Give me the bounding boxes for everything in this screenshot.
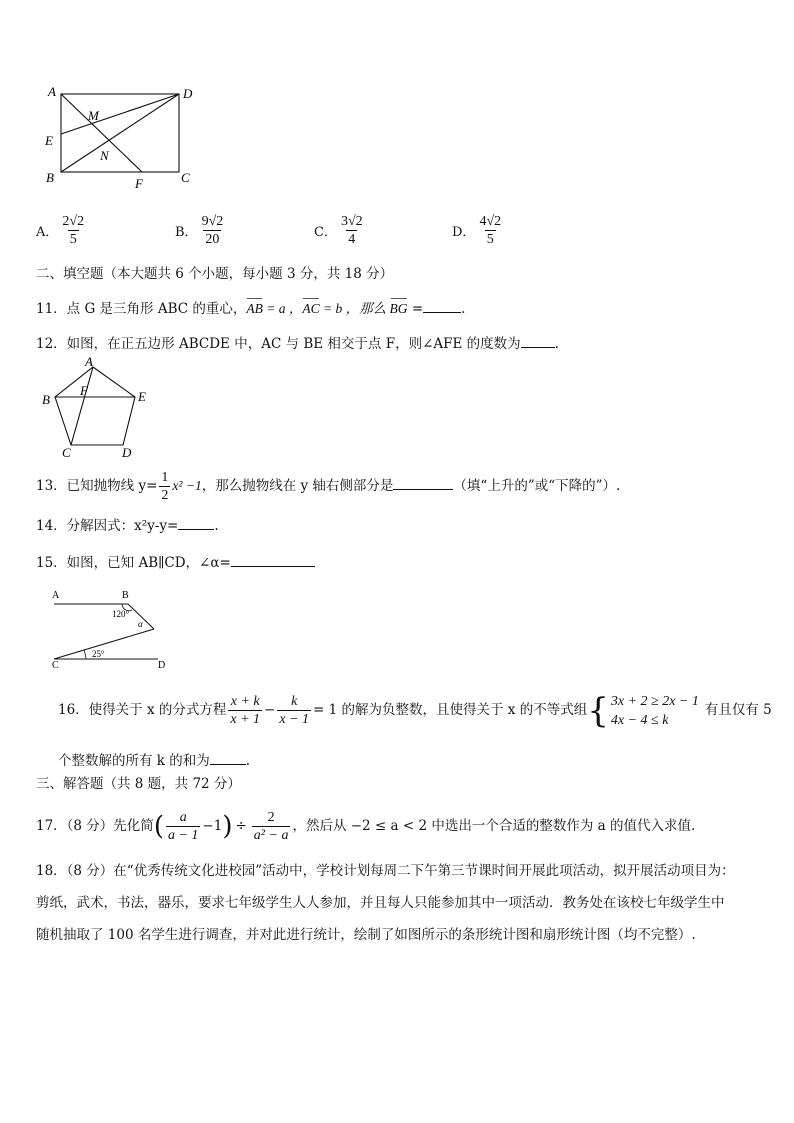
answer-blank <box>210 750 246 765</box>
inequality-system: { 3x + 2 ≥ 2x − 1 4x − 4 ≤ k <box>587 690 699 731</box>
option-b: B． $\frac{9√2}{20}$ <box>175 214 224 247</box>
angle-alpha: α <box>138 619 143 629</box>
label-m: M <box>88 108 99 123</box>
question-18-line-2: 剪纸，武术，书法，器乐，要求七年级学生人人参加，并且每人只能参加其中一项活动．教务处在该校七年级学生中 <box>36 895 725 911</box>
figure-pentagon <box>38 355 158 460</box>
angle-120: 120° <box>112 609 130 619</box>
figure-rectangle-abcd <box>40 82 210 194</box>
question-11: 11．点 G 是三角形 ABC 的重心，AB = a ，AC = b ，那么 BG = . <box>36 298 465 318</box>
label-c: C <box>181 170 190 185</box>
option-a: A． $\frac{2√2}{5}$ <box>36 214 85 247</box>
label-e: E <box>45 133 53 148</box>
label-b: B <box>122 590 129 601</box>
answer-blank <box>178 515 214 530</box>
question-13: 13．已知抛物线 y= $\frac{1}{2}$ x² −1，那么抛物线在 y 轴右侧部分是 （填“上升的”或“下降的”）. <box>36 470 621 503</box>
label-d: D <box>122 445 132 460</box>
label-n: N <box>100 148 109 163</box>
label-d: D <box>183 86 193 101</box>
label-c: C <box>52 660 59 671</box>
question-16: 16．使得关于 x 的分式方程 $\frac{x + k}{x + 1}$ − $\frac{k}{x - 1}$ = 1 的解为负整数，且使得关于 x 的不等式组 { 3x + 2 ≥ 2x − 1 4x − 4 ≤ k 有且仅有 5 <box>58 690 772 731</box>
label-f: F <box>80 383 88 398</box>
question-14: 14．分解因式：x²y-y= . <box>36 515 219 535</box>
question-16-line-2: 个整数解的所有 k 的和为 . <box>58 750 250 770</box>
answer-blank <box>521 333 555 348</box>
option-c: C． $\frac{3√2}{4}$ <box>314 214 363 247</box>
section-3-heading: 三、解答题（共 8 题，共 72 分） <box>36 776 241 792</box>
angle-25: 25° <box>92 649 105 659</box>
question-18-line-1: 18．（8 分）在“优秀传统文化进校园”活动中，学校计划每周二下午第三节课时间开展此项活动，拟开展活动项目为： <box>36 863 735 879</box>
question-12: 12．如图，在正五边形 ABCDE 中，AC 与 BE 相交于点 F，则∠AFE 的度数为 . <box>36 333 559 353</box>
label-e: E <box>138 389 146 404</box>
label-a: A <box>48 84 56 99</box>
figure-parallel-lines <box>46 586 176 672</box>
question-18-line-3: 随机抽取了 100 名学生进行调查，并对此进行统计，绘制了如图所示的条形统计图和扇形统计图（均不完整）. <box>36 927 696 943</box>
label-f: F <box>135 176 143 191</box>
label-b: B <box>46 170 54 185</box>
answer-blank <box>231 552 315 567</box>
question-15: 15．如图，已知 AB∥CD，∠α= <box>36 552 315 572</box>
label-a: A <box>52 590 60 601</box>
question-17: 17．（8 分）先化简( $\frac{a}{a - 1}$ −1) ÷ $\frac{2}{\text{a² − a}}$ ，然后从 −2 ≤ a < 2 中选出一个合适的整数作为 a 的值代入求值. <box>36 810 696 843</box>
section-2-heading: 二、填空题（本大题共 6 个小题，每小题 3 分，共 18 分） <box>36 266 394 282</box>
label-c: C <box>62 445 71 460</box>
answer-blank <box>423 298 461 313</box>
option-d: D． $\frac{4√2}{5}$ <box>452 214 502 247</box>
label-d: D <box>158 660 166 671</box>
label-a: A <box>85 355 93 369</box>
label-b: B <box>42 392 50 407</box>
answer-blank <box>393 475 453 490</box>
